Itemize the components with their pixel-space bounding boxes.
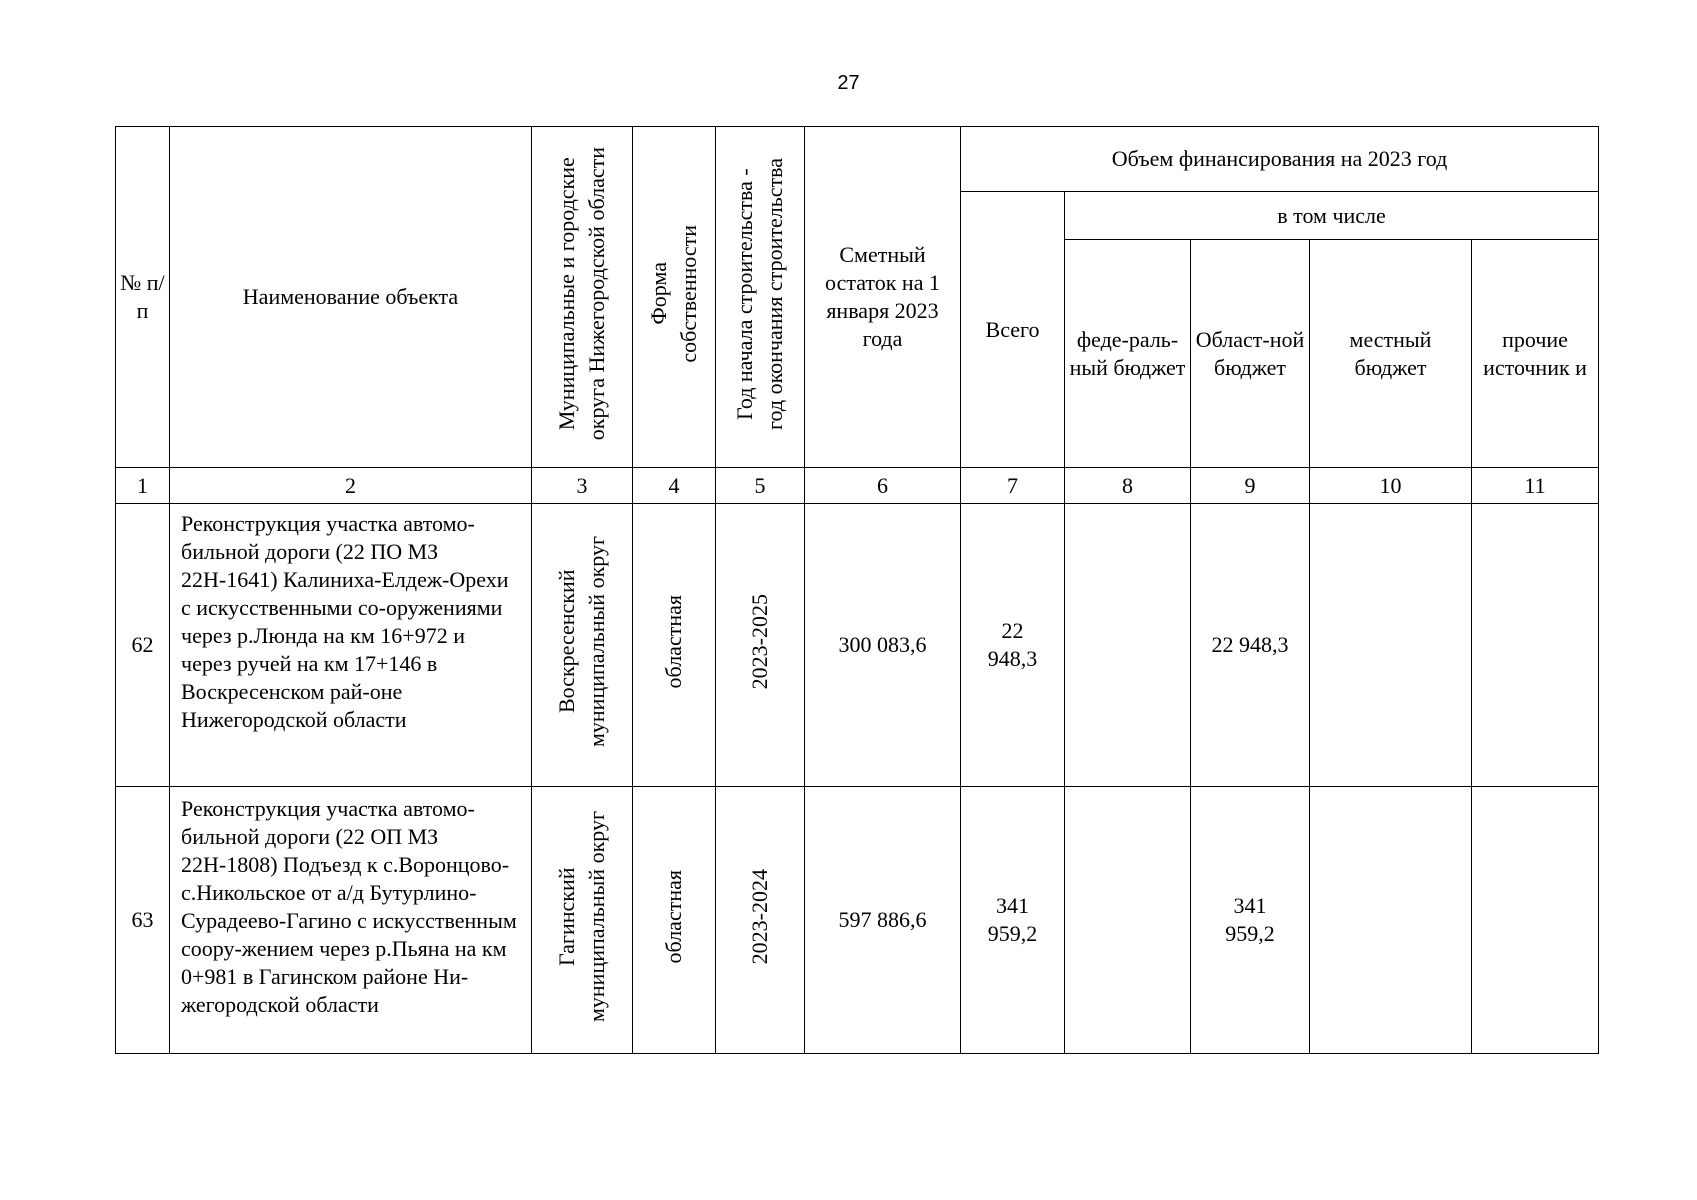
table-row: [116, 787, 1599, 1054]
header-years-line2: год окончания строительства: [762, 157, 787, 430]
column-number: 11: [1472, 468, 1599, 504]
page-number: 27: [837, 72, 860, 94]
financing-table: [115, 126, 1599, 1054]
header-municipal-line2: округа Нижегородской области: [584, 146, 609, 441]
row-local: [1310, 504, 1472, 787]
header-years: [716, 127, 805, 468]
column-number: 3: [532, 468, 633, 504]
row-years-text: 2023-2025: [747, 593, 772, 690]
header-total: Всего: [961, 192, 1065, 468]
column-number: 8: [1065, 468, 1191, 504]
row-ownership-text: областная: [661, 594, 686, 689]
row-ownership: [633, 787, 716, 1054]
header-municipal-line1: Муниципальные и городские: [554, 157, 579, 430]
header-other: прочие источник и: [1472, 240, 1599, 468]
row-regional: 341 959,2: [1191, 787, 1310, 1054]
column-number: 4: [633, 468, 716, 504]
row-municipal-line1: Гагинский: [554, 867, 579, 966]
header-ownership: [633, 127, 716, 468]
row-ownership-text: областная: [661, 869, 686, 964]
row-num: 62: [116, 504, 170, 787]
row-federal: [1065, 787, 1191, 1054]
header-funding: Объем финансирования на 2023 год: [961, 127, 1599, 192]
row-local: [1310, 787, 1472, 1054]
header-row-1: [116, 127, 1599, 192]
header-estimate: Сметный остаток на 1 января 2023 года: [805, 127, 961, 468]
table-row: [116, 504, 1599, 787]
row-total: 22 948,3: [961, 504, 1065, 787]
column-number: 5: [716, 468, 805, 504]
row-municipal-line2: муниципальный округ: [584, 810, 609, 1022]
header-name: Наименование объекта: [170, 127, 532, 468]
row-municipal-line1: Воскресенский: [554, 569, 579, 714]
row-num: 63: [116, 787, 170, 1054]
column-number: 1: [116, 468, 170, 504]
row-estimate: 597 886,6: [805, 787, 961, 1054]
row-municipal: [532, 504, 633, 787]
row-other: [1472, 504, 1599, 787]
row-total: 341 959,2: [961, 787, 1065, 1054]
row-ownership: [633, 504, 716, 787]
column-number: 2: [170, 468, 532, 504]
row-other: [1472, 787, 1599, 1054]
column-number: 9: [1191, 468, 1310, 504]
header-ownership-line2: собственности: [676, 224, 701, 363]
row-years: [716, 504, 805, 787]
row-name: Реконструкция участка автомо-бильной дороги (22 ОП МЗ 22Н-1808) Подъезд к с.Воронцово-с.Никольское от а/д Бутурлино-Сурадеево-Гагино с искусственным соору-жением через р.Пьяна на км 0+981 в Гагинском районе Ни-жегородской области: [170, 787, 532, 1054]
column-number: 7: [961, 468, 1065, 504]
column-number: 10: [1310, 468, 1472, 504]
header-municipal: [532, 127, 633, 468]
header-federal: феде-раль-ный бюджет: [1065, 240, 1191, 468]
row-years: [716, 787, 805, 1054]
row-estimate: 300 083,6: [805, 504, 961, 787]
column-number: 6: [805, 468, 961, 504]
header-regional: Област-ной бюджет: [1191, 240, 1310, 468]
row-years-text: 2023-2024: [747, 868, 772, 965]
header-num: № п/п: [116, 127, 170, 468]
header-ownership-line1: Форма: [646, 262, 671, 325]
header-local: местный бюджет: [1310, 240, 1472, 468]
row-regional: 22 948,3: [1191, 504, 1310, 787]
row-municipal: [532, 787, 633, 1054]
header-including: в том числе: [1065, 192, 1599, 240]
row-federal: [1065, 504, 1191, 787]
header-years-line1: Год начала строительства -: [732, 167, 757, 420]
row-municipal-line2: муниципальный округ: [584, 535, 609, 747]
column-number-row: [116, 468, 1599, 504]
row-name: Реконструкция участка автомо-бильной дороги (22 ПО МЗ 22Н-1641) Калиниха-Елдеж-Орехи с искусственными со-оружениями через р.Люнда на км 16+972 и через ручей на км 17+146 в Воскресенском рай-оне Нижегородской области: [170, 504, 532, 787]
